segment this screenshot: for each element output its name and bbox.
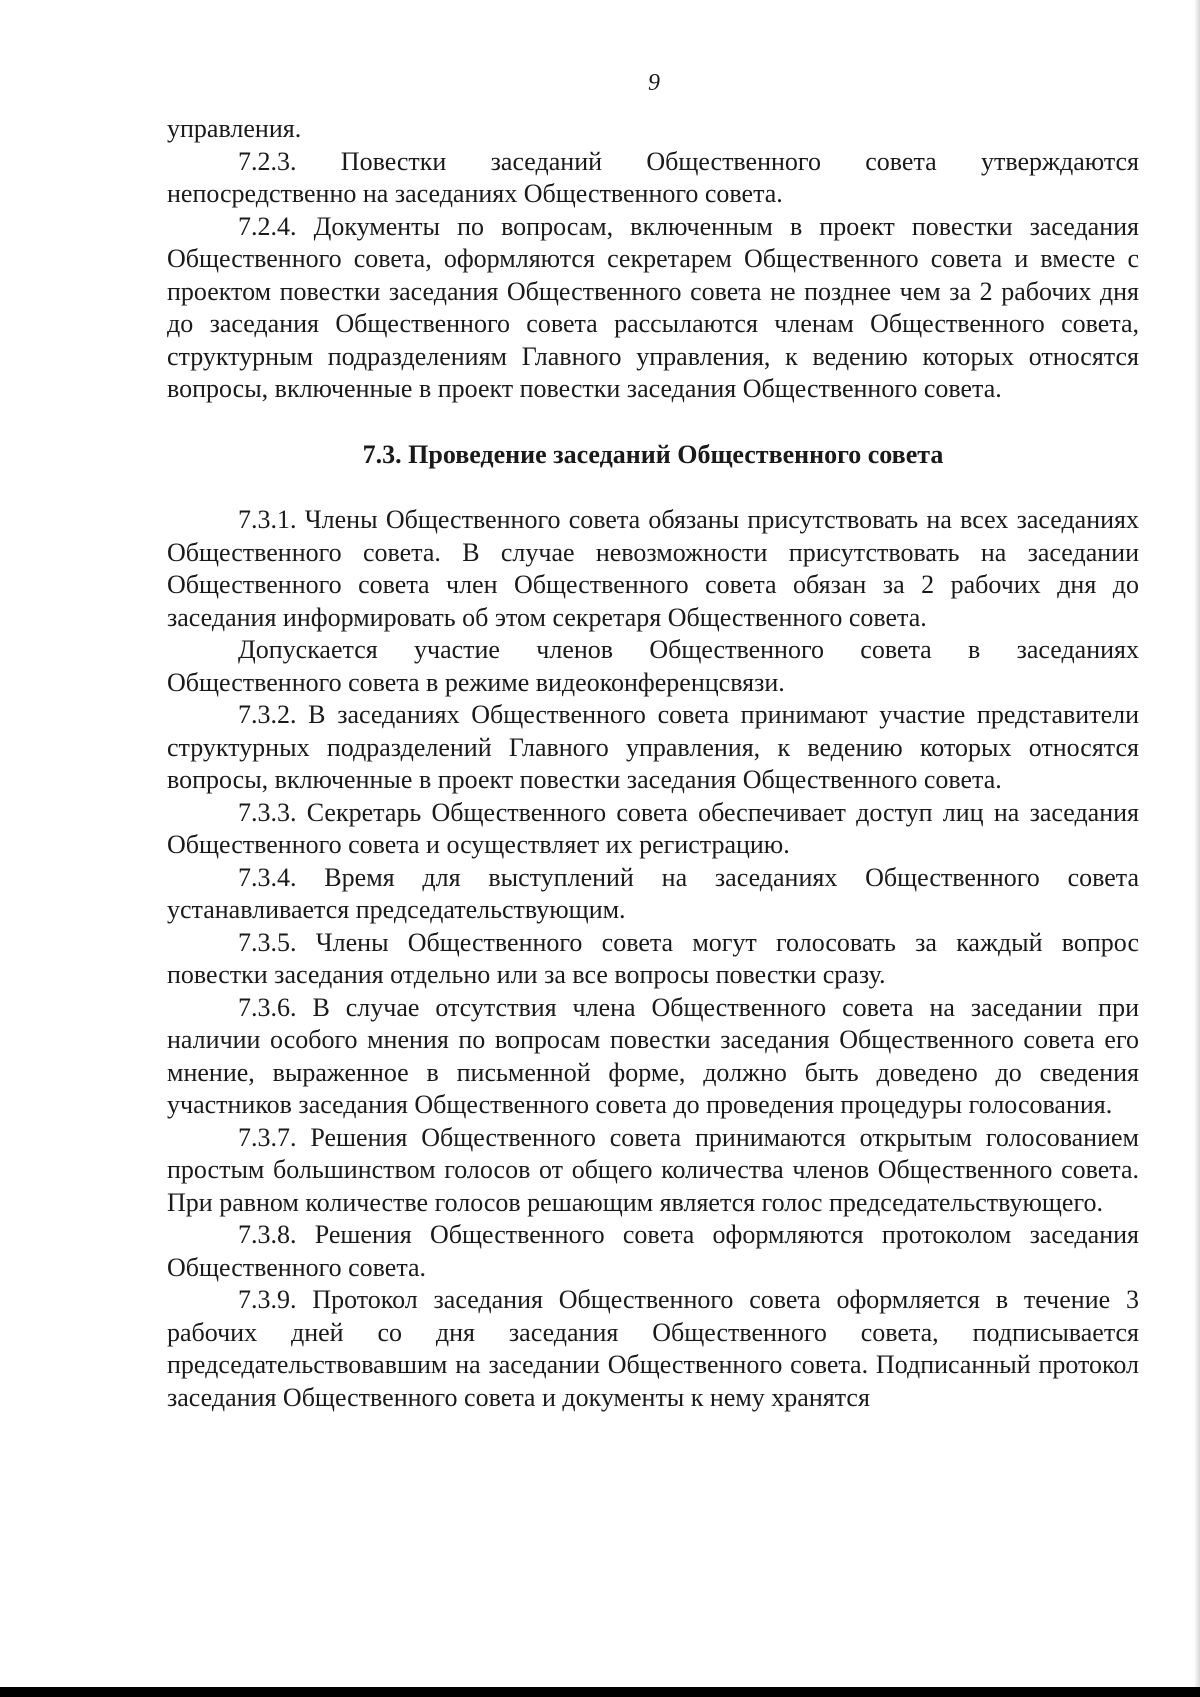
section-heading: 7.3. Проведение заседаний Общественного совета [362, 439, 944, 469]
page-number: 9 [648, 70, 660, 96]
paragraph-7-3-3: 7.3.3. Секретарь Общественного совета обеспечивает доступ лиц на заседания Общественного совета и осуществляет их регистрацию. [167, 797, 1139, 859]
paragraph-7-3-4: 7.3.4. Время для выступлений на заседаниях Общественного совета устанавливается председательствующим. [167, 862, 1139, 924]
paragraph-continuation: управления. [167, 114, 302, 143]
paragraph-7-3-8: 7.3.8. Решения Общественного совета оформляются протоколом заседания Общественного совета. [167, 1220, 1139, 1282]
paragraph-7-3-6: 7.3.6. В случае отсутствия члена Общественного совета на заседании при наличии особого мнения по вопросам повестки заседания Общественного совета его мнение, выраженное в письменной форме, должно быть доведено до сведения участников заседания Общественного совета до проведения процедуры голосования. [167, 992, 1139, 1119]
scan-edge-bottom [0, 1687, 1200, 1697]
paragraph-7-3-1: 7.3.1. Члены Общественного совета обязаны присутствовать на всех заседаниях Общественного совета. В случае невозможности присутствовать на заседании Общественного совета член Общественного совета обязан за 2 рабочих дня до заседания информировать об этом секретаря Общественного совета. [167, 505, 1139, 632]
paragraph-videoconference: Допускается участие членов Общественного совета в заседаниях Общественного совета в режиме видеоконференцсвязи. [167, 635, 1139, 697]
document-body [167, 113, 1139, 1414]
scan-edge-right [1194, 0, 1200, 1697]
paragraph-7-3-7: 7.3.7. Решения Общественного совета принимаются открытым голосованием простым большинством голосов от общего количества членов Общественного совета. При равном количестве голосов решающим является голос председательствующего. [167, 1122, 1139, 1217]
paragraph-7-3-2: 7.3.2. В заседаниях Общественного совета принимают участие представители структурных подразделений Главного управления, к ведению которых относятся вопросы, включенные в проект повестки заседания Общественного совета. [167, 700, 1139, 794]
paragraph-7-2-3: 7.2.3. Повестки заседаний Общественного совета утверждаются непосредственно на заседаниях Общественного совета. [167, 146, 1139, 208]
paragraph-7-2-4: 7.2.4. Документы по вопросам, включенным в проект повестки заседания Общественного совета, оформляются секретарем Общественного совета и вместе с проектом повестки заседания Общественного совета не позднее чем за 2 рабочих дня до заседания Общественного совета рассылаются членам Общественного совета, структурным подразделениям Главного управления, к ведению которых относятся вопросы, включенные в проект повестки заседания Общественного совета. [167, 211, 1139, 403]
paragraph-7-3-9: 7.3.9. Протокол заседания Общественного совета оформляется в течение 3 рабочих дней со дня заседания Общественного совета, подписывается председательствовавшим на заседании Общественного совета. Подписанный протокол заседания Общественного совета и документы к нему хранятся [167, 1285, 1139, 1412]
paragraph-7-3-5: 7.3.5. Члены Общественного совета могут голосовать за каждый вопрос повестки заседания отдельно или за все вопросы повестки сразу. [167, 927, 1139, 989]
